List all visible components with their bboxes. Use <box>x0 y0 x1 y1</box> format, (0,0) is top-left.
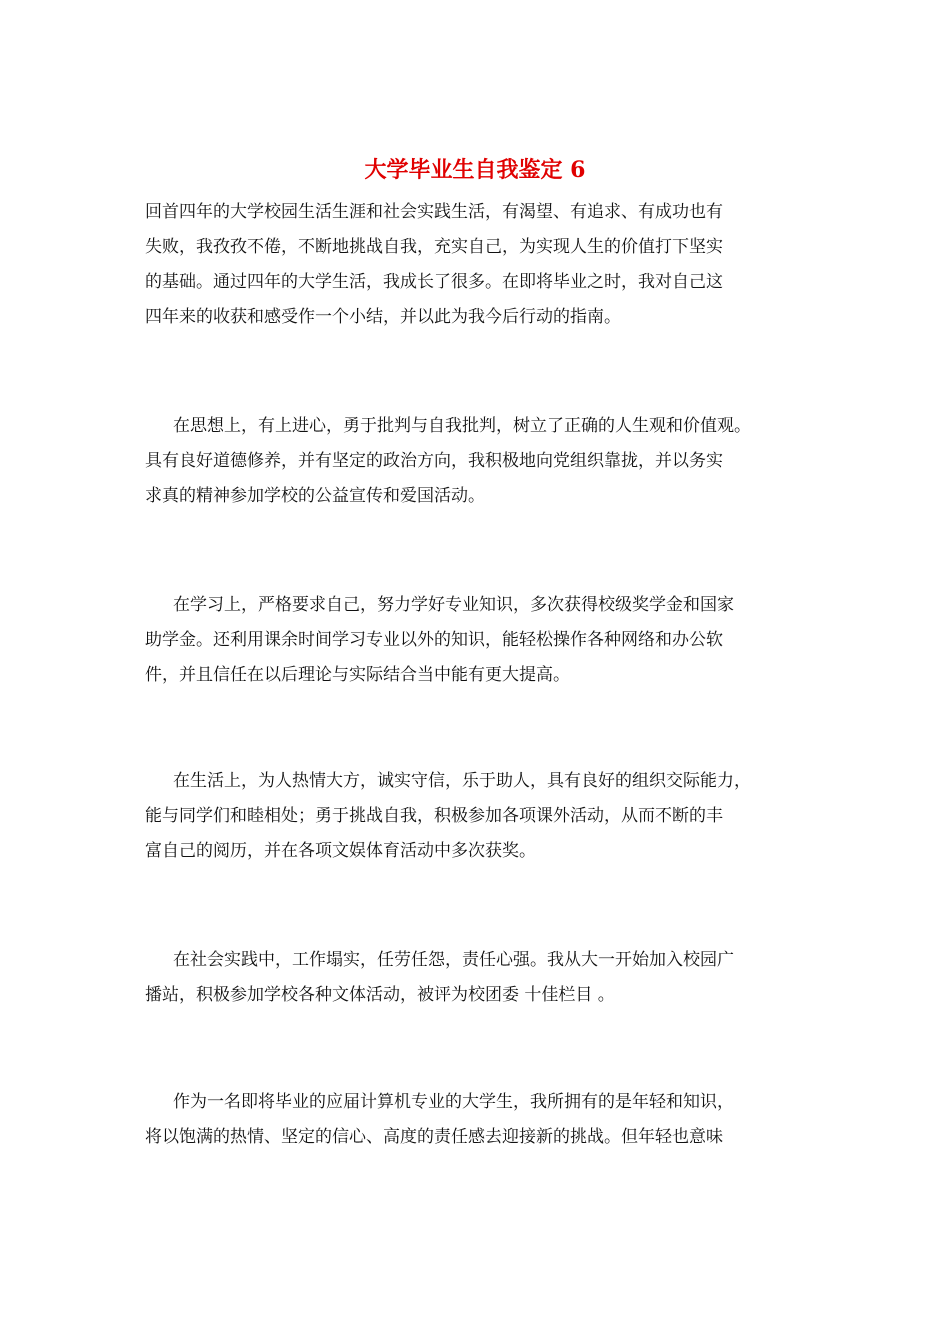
paragraph-study <box>145 588 825 693</box>
text-line: 的基础。通过四年的大学生活，我成长了很多。在即将毕业之时，我对自己这 <box>145 272 723 292</box>
text-line: 失败，我孜孜不倦，不断地挑战自我，充实自己，为实现人生的价值打下坚实 <box>145 237 723 257</box>
text-line: 具有良好道德修养，并有坚定的政治方向，我积极地向党组织靠拢，并以务实 <box>145 451 723 471</box>
text-line: 作为一名即将毕业的应届计算机专业的大学生，我所拥有的是年轻和知识， <box>173 1092 734 1112</box>
paragraph-life <box>145 764 825 869</box>
text-line: 四年来的收获和感受作一个小结，并以此为我今后行动的指南。 <box>145 307 621 327</box>
paragraph-thought <box>145 409 825 514</box>
text-line: 在思想上，有上进心，勇于批判与自我批判，树立了正确的人生观和价值观。 <box>173 416 751 436</box>
text-line: 助学金。还利用课余时间学习专业以外的知识，能轻松操作各种网络和办公软 <box>145 630 723 650</box>
text-line: 将以饱满的热情、坚定的信心、高度的责任感去迎接新的挑战。但年轻也意味 <box>145 1127 723 1147</box>
text-line: 求真的精神参加学校的公益宣传和爱国活动。 <box>145 486 485 506</box>
text-line: 在生活上，为人热情大方，诚实守信，乐于助人，具有良好的组织交际能力， <box>173 771 751 791</box>
text-line: 件，并且信任在以后理论与实际结合当中能有更大提高。 <box>145 665 570 685</box>
text-line: 富自己的阅历，并在各项文娱体育活动中多次获奖。 <box>145 841 536 861</box>
document-title: 大学毕业生自我鉴定 6 <box>364 157 586 183</box>
text-line: 回首四年的大学校园生活生涯和社会实践生活，有渴望、有追求、有成功也有 <box>145 202 723 222</box>
paragraph-conclusion <box>145 1085 825 1155</box>
text-line: 在社会实践中，工作塌实，任劳任怨，责任心强。我从大一开始加入校园广 <box>173 950 734 970</box>
paragraph-practice <box>145 943 825 1013</box>
text-line: 播站，积极参加学校各种文体活动，被评为校团委 十佳栏目 。 <box>145 985 615 1005</box>
text-line: 能与同学们和睦相处；勇于挑战自我，积极参加各项课外活动，从而不断的丰 <box>145 806 723 826</box>
paragraph-intro <box>145 195 825 335</box>
text-line: 在学习上，严格要求自己，努力学好专业知识，多次获得校级奖学金和国家 <box>173 595 734 615</box>
